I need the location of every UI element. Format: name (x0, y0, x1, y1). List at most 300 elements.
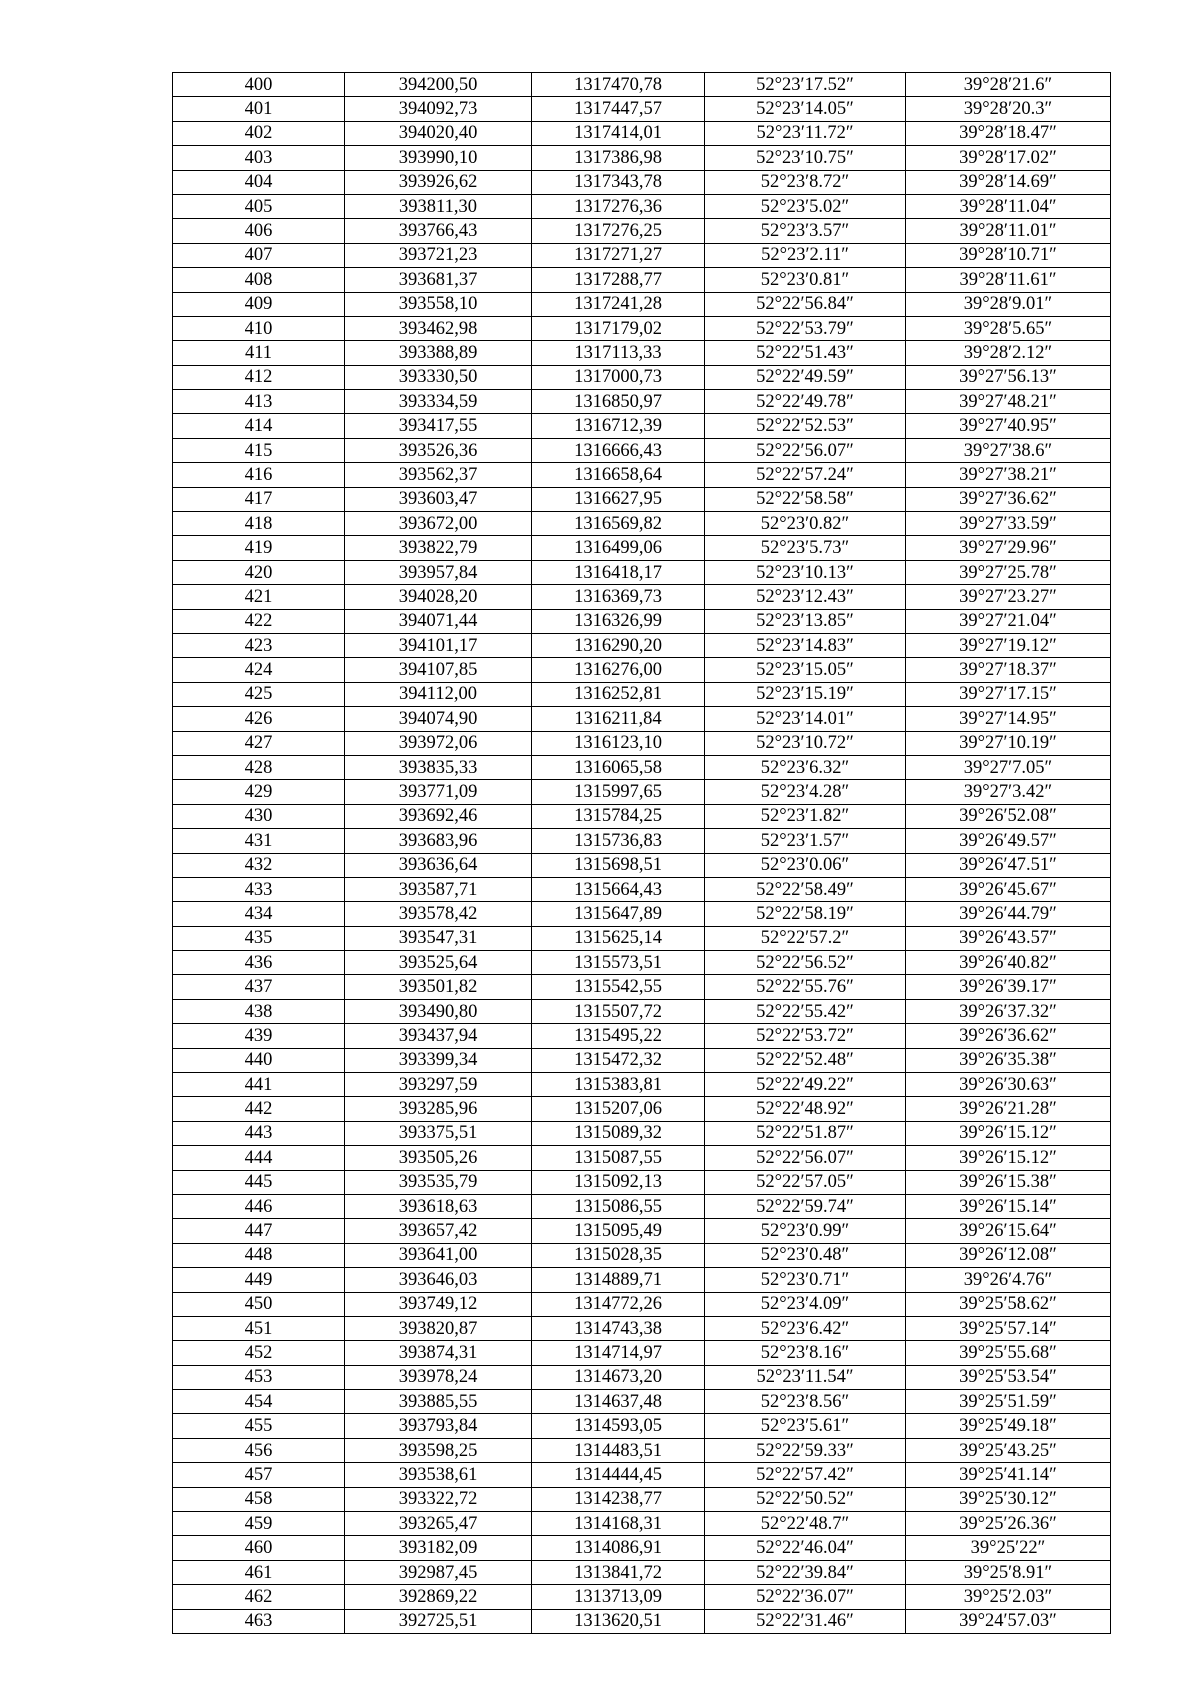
x-coordinate-cell: 393692,46 (345, 804, 532, 828)
longitude-cell: 39°26′43.57″ (906, 926, 1111, 950)
table-row (173, 512, 1111, 536)
table-row (173, 1414, 1111, 1438)
longitude-cell: 39°26′12.08″ (906, 1243, 1111, 1267)
longitude-cell: 39°27′19.12″ (906, 633, 1111, 657)
table-row (173, 97, 1111, 121)
latitude-cell: 52°22′50.52″ (705, 1487, 906, 1511)
point-number-cell: 414 (173, 414, 345, 438)
latitude-cell: 52°23′0.71″ (705, 1268, 906, 1292)
point-number-cell: 435 (173, 926, 345, 950)
point-number-cell: 447 (173, 1219, 345, 1243)
point-number-cell: 442 (173, 1097, 345, 1121)
table-row (173, 1097, 1111, 1121)
y-coordinate-cell: 1316418,17 (532, 560, 705, 584)
x-coordinate-cell: 393835,33 (345, 755, 532, 779)
x-coordinate-cell: 393683,96 (345, 829, 532, 853)
table-row (173, 121, 1111, 145)
x-coordinate-cell: 393535,79 (345, 1170, 532, 1194)
table-row (173, 633, 1111, 657)
x-coordinate-cell: 393972,06 (345, 731, 532, 755)
table-row (173, 243, 1111, 267)
x-coordinate-cell: 393926,62 (345, 170, 532, 194)
longitude-cell: 39°27′38.21″ (906, 463, 1111, 487)
longitude-cell: 39°26′30.63″ (906, 1073, 1111, 1097)
y-coordinate-cell: 1315028,35 (532, 1243, 705, 1267)
x-coordinate-cell: 393526,36 (345, 438, 532, 462)
latitude-cell: 52°22′53.79″ (705, 316, 906, 340)
longitude-cell: 39°26′39.17″ (906, 975, 1111, 999)
y-coordinate-cell: 1316658,64 (532, 463, 705, 487)
table-row (173, 414, 1111, 438)
x-coordinate-cell: 393978,24 (345, 1365, 532, 1389)
point-number-cell: 443 (173, 1121, 345, 1145)
latitude-cell: 52°22′57.24″ (705, 463, 906, 487)
point-number-cell: 413 (173, 390, 345, 414)
y-coordinate-cell: 1315625,14 (532, 926, 705, 950)
y-coordinate-cell: 1315092,13 (532, 1170, 705, 1194)
longitude-cell: 39°25′57.14″ (906, 1316, 1111, 1340)
latitude-cell: 52°23′8.72″ (705, 170, 906, 194)
point-number-cell: 407 (173, 243, 345, 267)
latitude-cell: 52°23′6.42″ (705, 1316, 906, 1340)
longitude-cell: 39°27′40.95″ (906, 414, 1111, 438)
x-coordinate-cell: 393657,42 (345, 1219, 532, 1243)
point-number-cell: 434 (173, 902, 345, 926)
table-row (173, 316, 1111, 340)
y-coordinate-cell: 1317414,01 (532, 121, 705, 145)
point-number-cell: 461 (173, 1560, 345, 1584)
table-row (173, 853, 1111, 877)
y-coordinate-cell: 1317276,25 (532, 219, 705, 243)
longitude-cell: 39°28′9.01″ (906, 292, 1111, 316)
y-coordinate-cell: 1316290,20 (532, 633, 705, 657)
x-coordinate-cell: 393285,96 (345, 1097, 532, 1121)
latitude-cell: 52°23′14.01″ (705, 707, 906, 731)
latitude-cell: 52°23′2.11″ (705, 243, 906, 267)
longitude-cell: 39°28′18.47″ (906, 121, 1111, 145)
point-number-cell: 440 (173, 1048, 345, 1072)
longitude-cell: 39°25′30.12″ (906, 1487, 1111, 1511)
longitude-cell: 39°26′37.32″ (906, 999, 1111, 1023)
table-row (173, 73, 1111, 97)
longitude-cell: 39°25′2.03″ (906, 1585, 1111, 1609)
point-number-cell: 401 (173, 97, 345, 121)
longitude-cell: 39°27′48.21″ (906, 390, 1111, 414)
longitude-cell: 39°26′21.28″ (906, 1097, 1111, 1121)
latitude-cell: 52°23′0.81″ (705, 268, 906, 292)
y-coordinate-cell: 1316369,73 (532, 585, 705, 609)
point-number-cell: 441 (173, 1073, 345, 1097)
latitude-cell: 52°22′56.07″ (705, 438, 906, 462)
latitude-cell: 52°23′5.73″ (705, 536, 906, 560)
y-coordinate-cell: 1317271,27 (532, 243, 705, 267)
longitude-cell: 39°26′49.57″ (906, 829, 1111, 853)
x-coordinate-cell: 393793,84 (345, 1414, 532, 1438)
x-coordinate-cell: 393182,09 (345, 1536, 532, 1560)
table-row (173, 1170, 1111, 1194)
latitude-cell: 52°23′11.54″ (705, 1365, 906, 1389)
longitude-cell: 39°28′2.12″ (906, 341, 1111, 365)
longitude-cell: 39°26′15.14″ (906, 1194, 1111, 1218)
latitude-cell: 52°22′59.74″ (705, 1194, 906, 1218)
latitude-cell: 52°23′1.57″ (705, 829, 906, 853)
longitude-cell: 39°26′15.64″ (906, 1219, 1111, 1243)
point-number-cell: 454 (173, 1390, 345, 1414)
latitude-cell: 52°22′55.76″ (705, 975, 906, 999)
point-number-cell: 458 (173, 1487, 345, 1511)
point-number-cell: 418 (173, 512, 345, 536)
y-coordinate-cell: 1315784,25 (532, 804, 705, 828)
longitude-cell: 39°28′14.69″ (906, 170, 1111, 194)
longitude-cell: 39°26′4.76″ (906, 1268, 1111, 1292)
x-coordinate-cell: 393505,26 (345, 1146, 532, 1170)
longitude-cell: 39°27′38.6″ (906, 438, 1111, 462)
y-coordinate-cell: 1315495,22 (532, 1024, 705, 1048)
latitude-cell: 52°23′17.52″ (705, 73, 906, 97)
x-coordinate-cell: 392725,51 (345, 1609, 532, 1633)
longitude-cell: 39°27′14.95″ (906, 707, 1111, 731)
y-coordinate-cell: 1317179,02 (532, 316, 705, 340)
longitude-cell: 39°26′45.67″ (906, 877, 1111, 901)
longitude-cell: 39°27′18.37″ (906, 658, 1111, 682)
table-row (173, 1243, 1111, 1267)
longitude-cell: 39°27′3.42″ (906, 780, 1111, 804)
point-number-cell: 449 (173, 1268, 345, 1292)
table-row (173, 585, 1111, 609)
point-number-cell: 455 (173, 1414, 345, 1438)
y-coordinate-cell: 1314889,71 (532, 1268, 705, 1292)
latitude-cell: 52°23′11.72″ (705, 121, 906, 145)
x-coordinate-cell: 393618,63 (345, 1194, 532, 1218)
longitude-cell: 39°27′33.59″ (906, 512, 1111, 536)
latitude-cell: 52°22′56.07″ (705, 1146, 906, 1170)
point-number-cell: 453 (173, 1365, 345, 1389)
point-number-cell: 436 (173, 951, 345, 975)
y-coordinate-cell: 1315507,72 (532, 999, 705, 1023)
longitude-cell: 39°25′8.91″ (906, 1560, 1111, 1584)
latitude-cell: 52°22′51.87″ (705, 1121, 906, 1145)
longitude-cell: 39°27′23.27″ (906, 585, 1111, 609)
y-coordinate-cell: 1316326,99 (532, 609, 705, 633)
table-row (173, 1438, 1111, 1462)
latitude-cell: 52°23′6.32″ (705, 755, 906, 779)
x-coordinate-cell: 393636,64 (345, 853, 532, 877)
table-row (173, 1585, 1111, 1609)
point-number-cell: 432 (173, 853, 345, 877)
y-coordinate-cell: 1314637,48 (532, 1390, 705, 1414)
longitude-cell: 39°26′36.62″ (906, 1024, 1111, 1048)
x-coordinate-cell: 394074,90 (345, 707, 532, 731)
longitude-cell: 39°24′57.03″ (906, 1609, 1111, 1633)
table-row (173, 707, 1111, 731)
table-row (173, 1073, 1111, 1097)
latitude-cell: 52°22′58.58″ (705, 487, 906, 511)
x-coordinate-cell: 393525,64 (345, 951, 532, 975)
y-coordinate-cell: 1317113,33 (532, 341, 705, 365)
table-row (173, 487, 1111, 511)
x-coordinate-cell: 393501,82 (345, 975, 532, 999)
latitude-cell: 52°23′4.09″ (705, 1292, 906, 1316)
point-number-cell: 452 (173, 1341, 345, 1365)
latitude-cell: 52°23′14.05″ (705, 97, 906, 121)
point-number-cell: 450 (173, 1292, 345, 1316)
y-coordinate-cell: 1317343,78 (532, 170, 705, 194)
x-coordinate-cell: 392987,45 (345, 1560, 532, 1584)
longitude-cell: 39°28′5.65″ (906, 316, 1111, 340)
latitude-cell: 52°23′10.13″ (705, 560, 906, 584)
y-coordinate-cell: 1316712,39 (532, 414, 705, 438)
y-coordinate-cell: 1313713,09 (532, 1585, 705, 1609)
x-coordinate-cell: 393399,34 (345, 1048, 532, 1072)
longitude-cell: 39°28′11.04″ (906, 194, 1111, 218)
latitude-cell: 52°22′48.92″ (705, 1097, 906, 1121)
longitude-cell: 39°25′55.68″ (906, 1341, 1111, 1365)
latitude-cell: 52°22′56.84″ (705, 292, 906, 316)
y-coordinate-cell: 1315095,49 (532, 1219, 705, 1243)
table-row (173, 658, 1111, 682)
x-coordinate-cell: 393490,80 (345, 999, 532, 1023)
longitude-cell: 39°27′21.04″ (906, 609, 1111, 633)
latitude-cell: 52°22′59.33″ (705, 1438, 906, 1462)
x-coordinate-cell: 393562,37 (345, 463, 532, 487)
longitude-cell: 39°26′52.08″ (906, 804, 1111, 828)
latitude-cell: 52°23′12.43″ (705, 585, 906, 609)
point-number-cell: 430 (173, 804, 345, 828)
y-coordinate-cell: 1315664,43 (532, 877, 705, 901)
latitude-cell: 52°22′57.2″ (705, 926, 906, 950)
x-coordinate-cell: 393820,87 (345, 1316, 532, 1340)
x-coordinate-cell: 394112,00 (345, 682, 532, 706)
x-coordinate-cell: 393578,42 (345, 902, 532, 926)
longitude-cell: 39°25′41.14″ (906, 1463, 1111, 1487)
latitude-cell: 52°22′49.59″ (705, 365, 906, 389)
y-coordinate-cell: 1317000,73 (532, 365, 705, 389)
y-coordinate-cell: 1314714,97 (532, 1341, 705, 1365)
y-coordinate-cell: 1317241,28 (532, 292, 705, 316)
table-row (173, 1536, 1111, 1560)
y-coordinate-cell: 1315542,55 (532, 975, 705, 999)
x-coordinate-cell: 393334,59 (345, 390, 532, 414)
y-coordinate-cell: 1316252,81 (532, 682, 705, 706)
longitude-cell: 39°26′40.82″ (906, 951, 1111, 975)
point-number-cell: 456 (173, 1438, 345, 1462)
point-number-cell: 429 (173, 780, 345, 804)
point-number-cell: 415 (173, 438, 345, 462)
y-coordinate-cell: 1317386,98 (532, 146, 705, 170)
point-number-cell: 463 (173, 1609, 345, 1633)
x-coordinate-cell: 394028,20 (345, 585, 532, 609)
table-row (173, 438, 1111, 462)
x-coordinate-cell: 394071,44 (345, 609, 532, 633)
y-coordinate-cell: 1314673,20 (532, 1365, 705, 1389)
longitude-cell: 39°25′49.18″ (906, 1414, 1111, 1438)
y-coordinate-cell: 1315207,06 (532, 1097, 705, 1121)
latitude-cell: 52°23′5.61″ (705, 1414, 906, 1438)
table-row (173, 146, 1111, 170)
x-coordinate-cell: 393811,30 (345, 194, 532, 218)
y-coordinate-cell: 1315647,89 (532, 902, 705, 926)
x-coordinate-cell: 393672,00 (345, 512, 532, 536)
latitude-cell: 52°23′10.72″ (705, 731, 906, 755)
latitude-cell: 52°22′49.78″ (705, 390, 906, 414)
longitude-cell: 39°27′56.13″ (906, 365, 1111, 389)
longitude-cell: 39°26′44.79″ (906, 902, 1111, 926)
table-row (173, 755, 1111, 779)
longitude-cell: 39°26′15.12″ (906, 1146, 1111, 1170)
x-coordinate-cell: 393558,10 (345, 292, 532, 316)
table-row (173, 170, 1111, 194)
longitude-cell: 39°28′21.6″ (906, 73, 1111, 97)
latitude-cell: 52°22′58.49″ (705, 877, 906, 901)
x-coordinate-cell: 393375,51 (345, 1121, 532, 1145)
table-row (173, 1146, 1111, 1170)
latitude-cell: 52°22′46.04″ (705, 1536, 906, 1560)
table-row (173, 268, 1111, 292)
point-number-cell: 408 (173, 268, 345, 292)
table-row (173, 1560, 1111, 1584)
table-row (173, 829, 1111, 853)
x-coordinate-cell: 393885,55 (345, 1390, 532, 1414)
table-row (173, 219, 1111, 243)
latitude-cell: 52°22′49.22″ (705, 1073, 906, 1097)
y-coordinate-cell: 1316666,43 (532, 438, 705, 462)
latitude-cell: 52°23′13.85″ (705, 609, 906, 633)
y-coordinate-cell: 1316499,06 (532, 536, 705, 560)
table-row (173, 999, 1111, 1023)
y-coordinate-cell: 1316123,10 (532, 731, 705, 755)
longitude-cell: 39°26′47.51″ (906, 853, 1111, 877)
longitude-cell: 39°27′36.62″ (906, 487, 1111, 511)
table-row (173, 780, 1111, 804)
y-coordinate-cell: 1315736,83 (532, 829, 705, 853)
x-coordinate-cell: 393771,09 (345, 780, 532, 804)
point-number-cell: 451 (173, 1316, 345, 1340)
point-number-cell: 403 (173, 146, 345, 170)
latitude-cell: 52°23′15.19″ (705, 682, 906, 706)
table-row (173, 1121, 1111, 1145)
y-coordinate-cell: 1316065,58 (532, 755, 705, 779)
y-coordinate-cell: 1314743,38 (532, 1316, 705, 1340)
y-coordinate-cell: 1314238,77 (532, 1487, 705, 1511)
x-coordinate-cell: 393547,31 (345, 926, 532, 950)
y-coordinate-cell: 1315089,32 (532, 1121, 705, 1145)
table-row (173, 609, 1111, 633)
y-coordinate-cell: 1317470,78 (532, 73, 705, 97)
table-row (173, 1048, 1111, 1072)
latitude-cell: 52°23′10.75″ (705, 146, 906, 170)
point-number-cell: 421 (173, 585, 345, 609)
x-coordinate-cell: 393641,00 (345, 1243, 532, 1267)
y-coordinate-cell: 1313841,72 (532, 1560, 705, 1584)
point-number-cell: 437 (173, 975, 345, 999)
table-row (173, 902, 1111, 926)
table-row (173, 682, 1111, 706)
x-coordinate-cell: 393437,94 (345, 1024, 532, 1048)
x-coordinate-cell: 394092,73 (345, 97, 532, 121)
latitude-cell: 52°22′53.72″ (705, 1024, 906, 1048)
y-coordinate-cell: 1315997,65 (532, 780, 705, 804)
y-coordinate-cell: 1316850,97 (532, 390, 705, 414)
table-row (173, 1487, 1111, 1511)
longitude-cell: 39°25′43.25″ (906, 1438, 1111, 1462)
x-coordinate-cell: 393766,43 (345, 219, 532, 243)
latitude-cell: 52°22′58.19″ (705, 902, 906, 926)
point-number-cell: 412 (173, 365, 345, 389)
latitude-cell: 52°23′0.99″ (705, 1219, 906, 1243)
longitude-cell: 39°26′15.38″ (906, 1170, 1111, 1194)
point-number-cell: 422 (173, 609, 345, 633)
table-row (173, 194, 1111, 218)
y-coordinate-cell: 1314444,45 (532, 1463, 705, 1487)
point-number-cell: 439 (173, 1024, 345, 1048)
point-number-cell: 411 (173, 341, 345, 365)
point-number-cell: 446 (173, 1194, 345, 1218)
longitude-cell: 39°25′53.54″ (906, 1365, 1111, 1389)
x-coordinate-cell: 393297,59 (345, 1073, 532, 1097)
latitude-cell: 52°23′3.57″ (705, 219, 906, 243)
latitude-cell: 52°23′0.48″ (705, 1243, 906, 1267)
table-row (173, 390, 1111, 414)
table-row (173, 975, 1111, 999)
y-coordinate-cell: 1316569,82 (532, 512, 705, 536)
x-coordinate-cell: 393749,12 (345, 1292, 532, 1316)
point-number-cell: 410 (173, 316, 345, 340)
latitude-cell: 52°22′48.7″ (705, 1512, 906, 1536)
point-number-cell: 420 (173, 560, 345, 584)
latitude-cell: 52°23′14.83″ (705, 633, 906, 657)
y-coordinate-cell: 1315087,55 (532, 1146, 705, 1170)
x-coordinate-cell: 393874,31 (345, 1341, 532, 1365)
latitude-cell: 52°23′5.02″ (705, 194, 906, 218)
table-row (173, 1268, 1111, 1292)
point-number-cell: 417 (173, 487, 345, 511)
longitude-cell: 39°28′17.02″ (906, 146, 1111, 170)
longitude-cell: 39°28′20.3″ (906, 97, 1111, 121)
latitude-cell: 52°22′57.42″ (705, 1463, 906, 1487)
y-coordinate-cell: 1316276,00 (532, 658, 705, 682)
x-coordinate-cell: 393721,23 (345, 243, 532, 267)
point-number-cell: 426 (173, 707, 345, 731)
x-coordinate-cell: 393822,79 (345, 536, 532, 560)
longitude-cell: 39°26′15.12″ (906, 1121, 1111, 1145)
table-row (173, 731, 1111, 755)
latitude-cell: 52°23′1.82″ (705, 804, 906, 828)
y-coordinate-cell: 1316627,95 (532, 487, 705, 511)
x-coordinate-cell: 393388,89 (345, 341, 532, 365)
x-coordinate-cell: 393330,50 (345, 365, 532, 389)
y-coordinate-cell: 1315698,51 (532, 853, 705, 877)
y-coordinate-cell: 1314593,05 (532, 1414, 705, 1438)
point-number-cell: 433 (173, 877, 345, 901)
latitude-cell: 52°22′31.46″ (705, 1609, 906, 1633)
latitude-cell: 52°22′57.05″ (705, 1170, 906, 1194)
table-row (173, 877, 1111, 901)
point-number-cell: 406 (173, 219, 345, 243)
longitude-cell: 39°28′11.01″ (906, 219, 1111, 243)
table-row (173, 804, 1111, 828)
y-coordinate-cell: 1317276,36 (532, 194, 705, 218)
table-row (173, 292, 1111, 316)
point-number-cell: 445 (173, 1170, 345, 1194)
x-coordinate-cell: 392869,22 (345, 1585, 532, 1609)
x-coordinate-cell: 393462,98 (345, 316, 532, 340)
longitude-cell: 39°25′26.36″ (906, 1512, 1111, 1536)
latitude-cell: 52°22′55.42″ (705, 999, 906, 1023)
table-row (173, 1512, 1111, 1536)
table-row (173, 365, 1111, 389)
table-row (173, 1024, 1111, 1048)
point-number-cell: 402 (173, 121, 345, 145)
